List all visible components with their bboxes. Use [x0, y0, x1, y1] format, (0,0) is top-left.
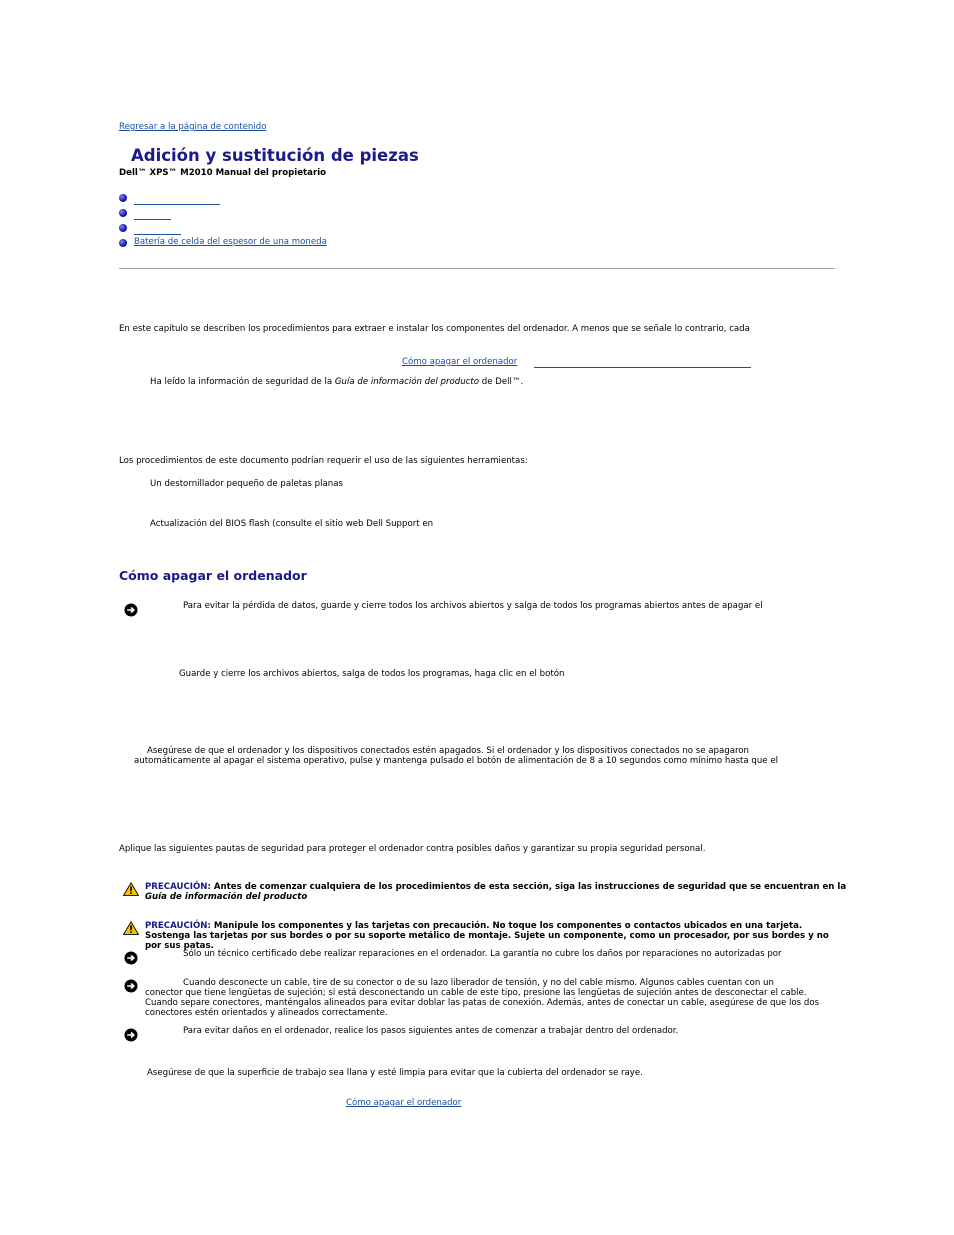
shutdown-step-2-line-2: automáticamente al apagar el sistema operativo, pulse y mantenga pulsado el botón de alimentación de 8 a 10 segundos como mínimo hasta que el [134, 756, 778, 766]
shutdown-step-1: Guarde y cierre los archivos abiertos, salga de todos los programas, haga clic en el botón [179, 669, 565, 679]
bullet-icon [119, 224, 127, 232]
tool-item: Un destornillador pequeño de paletas planas [150, 479, 343, 489]
product-info-guide-title: Guía de información del producto [334, 377, 480, 387]
notice-3-text: Para evitar daños en el ordenador, realice los pasos siguientes antes de comenzar a trabajar dentro del ordenador. [183, 1026, 679, 1036]
bullet-icon [119, 209, 127, 217]
tools-intro: Los procedimientos de este documento podrían requerir el uso de las siguientes herramientas: [119, 456, 528, 466]
caution-2-label: PRECAUCIÓN: [145, 921, 211, 931]
caution-1 [145, 882, 846, 892]
caution-2-text: Manipule los componentes y las tarjetas con precaución. No toque los componentes o contactos ubicados en una tarjeta. Sostenga las tarjetas por sus bordes o por su soporte metálico de montaje. Sujete un componente, como un procesador, por sus bordes y no por sus patas. [145, 921, 829, 951]
shutdown-step-2-line-1: Asegúrese de que el ordenador y los dispositivos conectados estén apagados. Si el ordenador y los dispositivos conectados no se apagaron [147, 746, 750, 756]
caution-icon [123, 882, 139, 896]
caution-1-text: Antes de comenzar cualquiera de los procedimientos de esta sección, siga las instrucciones de seguridad que se encuentran en la [210, 882, 847, 892]
toc-link-2[interactable] [134, 209, 171, 220]
bullet-icon [119, 239, 127, 247]
page-subtitle: Dell™ XPS™ M2010 Manual del propietario [119, 168, 327, 178]
caution-1-guide [145, 892, 307, 902]
section-divider [119, 268, 835, 269]
caution-1-label: PRECAUCIÓN: [145, 882, 211, 892]
shutdown-link-2[interactable]: Cómo apagar el ordenador [346, 1098, 462, 1108]
back-to-contents-link[interactable]: Regresar a la página de contenido [119, 122, 267, 132]
toc-link-1[interactable] [134, 194, 220, 205]
notice-icon [124, 979, 138, 993]
notice-1-text: Sólo un técnico certificado debe realizar reparaciones en el ordenador. La garantía no cubre los daños por reparaciones no autorizadas por [183, 949, 782, 959]
empty-link[interactable] [534, 357, 751, 368]
notice-icon [124, 603, 138, 617]
safety-step-1: Asegúrese de que la superficie de trabajo sea llana y esté limpia para evitar que la cubierta del ordenador se raye. [147, 1068, 643, 1078]
notice-2-first-line: Cuando desconecte un cable, tire de su conector o de su lazo liberador de tensión, y no del cable mismo. Algunos cables cuentan con un [183, 978, 774, 988]
page-title: Adición y sustitución de piezas [131, 146, 419, 165]
intro-text: En este capítulo se describen los procedimientos para extraer e instalar los componentes del ordenador. A menos que se señale lo contrario, cada [119, 324, 750, 334]
toc-link-3[interactable] [134, 224, 181, 235]
caution-2 [145, 921, 833, 951]
bullet-icon [119, 194, 127, 202]
toc-link-coin-cell-battery[interactable]: Batería de celda del espesor de una moneda [134, 237, 327, 247]
shutdown-notice-text: Para evitar la pérdida de datos, guarde y cierre todos los archivos abiertos y salga de todos los programas abiertos antes de apagar el [183, 601, 763, 611]
safety-intro: Aplique las siguientes pautas de seguridad para proteger el ordenador contra posibles daños y garantizar su propia seguridad personal. [119, 844, 706, 854]
shutdown-link[interactable]: Cómo apagar el ordenador [402, 357, 518, 367]
caution-1-guide-title: Guía de información del producto [145, 892, 308, 902]
read-safety-prefix: Ha leído la información de seguridad de la [150, 377, 335, 387]
shutdown-heading: Cómo apagar el ordenador [119, 568, 307, 583]
notice-icon [124, 951, 138, 965]
read-safety-suffix: de Dell™. [479, 377, 524, 387]
notice-2-rest: conector que tiene lengüetas de sujeción; si está desconectando un cable de este tipo, presione las lengüetas de sujeción antes de desconectar el cable. Cuando separe conectores, manténgalos alineados para evitar doblar las patas de conexión. Además, antes de conectar un cable, asegúrese de que los dos conectores estén orientados y alineados correctamente. [145, 988, 820, 1018]
notice-icon [124, 1028, 138, 1042]
caution-icon [123, 921, 139, 935]
tool-item: Actualización del BIOS flash (consulte el sitio web Dell Support en [150, 519, 434, 529]
read-safety-text [150, 377, 523, 387]
